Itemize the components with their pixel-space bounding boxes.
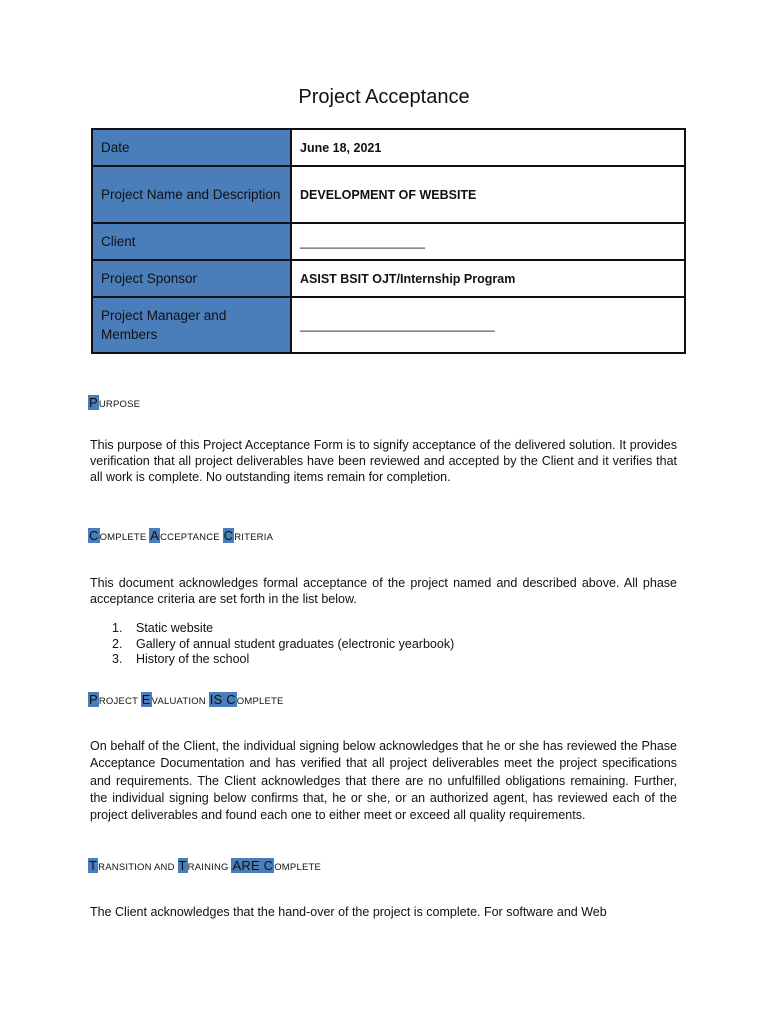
table-row	[92, 166, 685, 223]
section-heading-purpose: PURPOSE	[89, 395, 141, 410]
row-label: Date	[92, 129, 291, 166]
evaluation-body: On behalf of the Client, the individual signing below acknowledges that he or she has reviewed the Phase Acceptance Documentation and has verified that all project deliverables meet the project specifications and requirements. The Client acknowledges that there are no unfulfilled obligations remaining. Further, the individual signing below confirms that, he or she, or an authorized agent, has reviewed each of the project deliverables and found each one to either meet or exceed all quality requirements.	[90, 739, 677, 823]
row-label: Project Manager and Members	[92, 297, 291, 353]
row-label: Project Sponsor	[92, 260, 291, 297]
table-row	[92, 223, 685, 260]
row-value: DEVELOPMENT OF WEBSITE	[291, 166, 685, 223]
section-heading-criteria: COMPLETE ACCEPTANCE CRITERIA	[89, 528, 274, 543]
criteria-list	[112, 621, 454, 668]
page-title: Project Acceptance	[298, 86, 470, 108]
row-label: Client	[92, 223, 291, 260]
list-item: 2. Gallery of annual student graduates (electronic yearbook)	[112, 636, 455, 651]
table-row	[92, 297, 685, 353]
row-value: June 18, 2021	[291, 129, 685, 166]
list-item: 1. Static website	[112, 621, 214, 635]
table-row	[92, 260, 685, 297]
row-label: Project Name and Description	[92, 166, 291, 223]
purpose-body: This purpose of this Project Acceptance Form is to signify acceptance of the delivered solution. It provides verification that all project deliverables have been reviewed and accepted by the Client and it verifies that all work is complete. No outstanding items remain for completion.	[90, 438, 677, 484]
section-heading-evaluation: PROJECT EVALUATION IS COMPLETE	[89, 692, 284, 707]
criteria-body: This document acknowledges formal acceptance of the project named and described above. All phase acceptance criteria are set forth in the list below.	[90, 576, 677, 606]
transition-body: The Client acknowledges that the hand-over of the project is complete. For software and Web	[90, 905, 607, 919]
row-value: ASIST BSIT OJT/Internship Program	[291, 260, 685, 297]
list-item: 3. History of the school	[112, 652, 250, 666]
table-row	[92, 129, 685, 166]
row-value: __________________	[291, 223, 685, 260]
project-info-table	[91, 128, 686, 354]
section-heading-transition: TRANSITION AND TRAINING ARE COMPLETE	[89, 858, 322, 873]
row-value: ____________________________	[291, 297, 685, 353]
